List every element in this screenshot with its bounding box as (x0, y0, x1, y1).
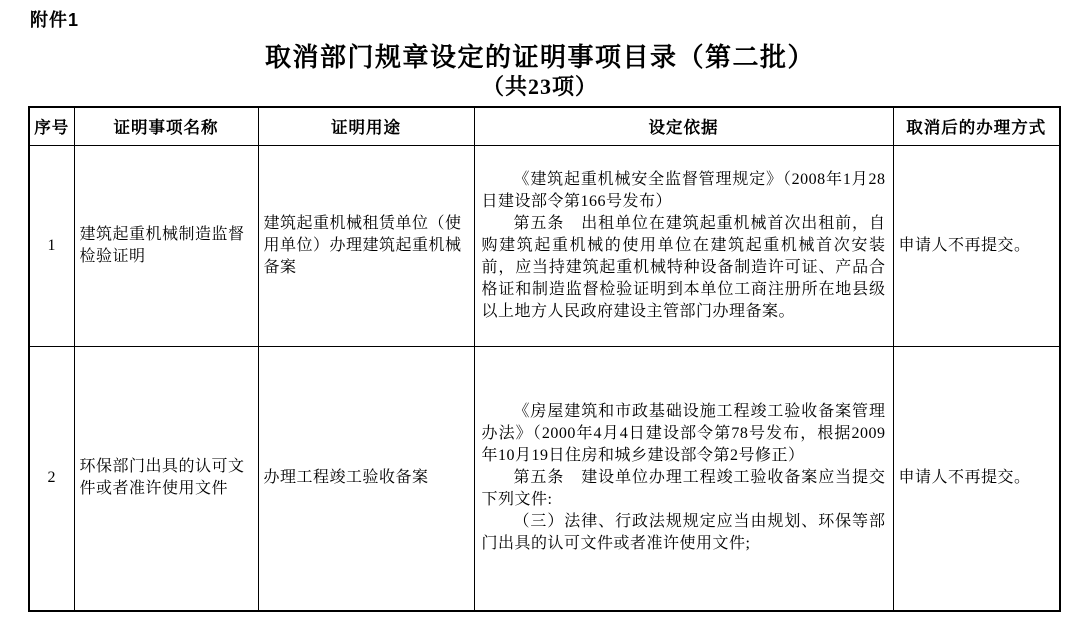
table-row (29, 145, 1060, 346)
basis-paragraph: 第五条 建设单位办理工程竣工验收备案应当提交下列文件: (481, 469, 886, 509)
col-header-after-cancellation: 取消后的办理方式 (893, 107, 1060, 145)
basis-paragraph: 《房屋建筑和市政基础设施工程竣工验收备案管理办法》（2000年4月4日建设部令第78号发布，根据2009年10月19日住房和城乡建设部令第2号修正） (481, 403, 886, 465)
document-title: 取消部门规章设定的证明事项目录（第二批） (264, 43, 815, 72)
basis-paragraph: 《建筑起重机械安全监督管理规定》（2008年1月28日建设部令第166号发布） (481, 170, 886, 210)
col-header-basis: 设定依据 (474, 107, 893, 145)
col-header-seq: 序号 (29, 107, 74, 145)
cell-purpose: 建筑起重机械租赁单位（使用单位）办理建筑起重机械备案 (258, 145, 474, 346)
cell-item-name: 建筑起重机械制造监督检验证明 (74, 145, 258, 346)
cell-basis (474, 145, 893, 346)
document-subtitle: （共23项） (481, 74, 598, 99)
items-table (28, 106, 1061, 612)
table-row (29, 346, 1060, 611)
basis-paragraph: 第五条 出租单位在建筑起重机械首次出租前，自购建筑起重机械的使用单位在建筑起重机械首次安装前，应当持建筑起重机械特种设备制造许可证、产品合格证和制造监督检验证明到本单位工商注册所在地县级以上地方人民政府建设主管部门办理备案。 (481, 214, 886, 320)
cell-purpose: 办理工程竣工验收备案 (258, 346, 474, 611)
cell-after-cancellation: 申请人不再提交。 (893, 145, 1060, 346)
table-header-row (29, 107, 1060, 145)
attachment-label: 附件1 (30, 10, 80, 30)
basis-paragraph: （三）法律、行政法规规定应当由规划、环保等部门出具的认可文件或者准许使用文件; (481, 513, 886, 553)
col-header-purpose: 证明用途 (258, 107, 474, 145)
cell-after-cancellation: 申请人不再提交。 (893, 346, 1060, 611)
col-header-item-name: 证明事项名称 (74, 107, 258, 145)
cell-basis (474, 346, 893, 611)
cell-seq: 1 (29, 145, 74, 346)
cell-seq: 2 (29, 346, 74, 611)
cell-item-name: 环保部门出具的认可文件或者准许使用文件 (74, 346, 258, 611)
